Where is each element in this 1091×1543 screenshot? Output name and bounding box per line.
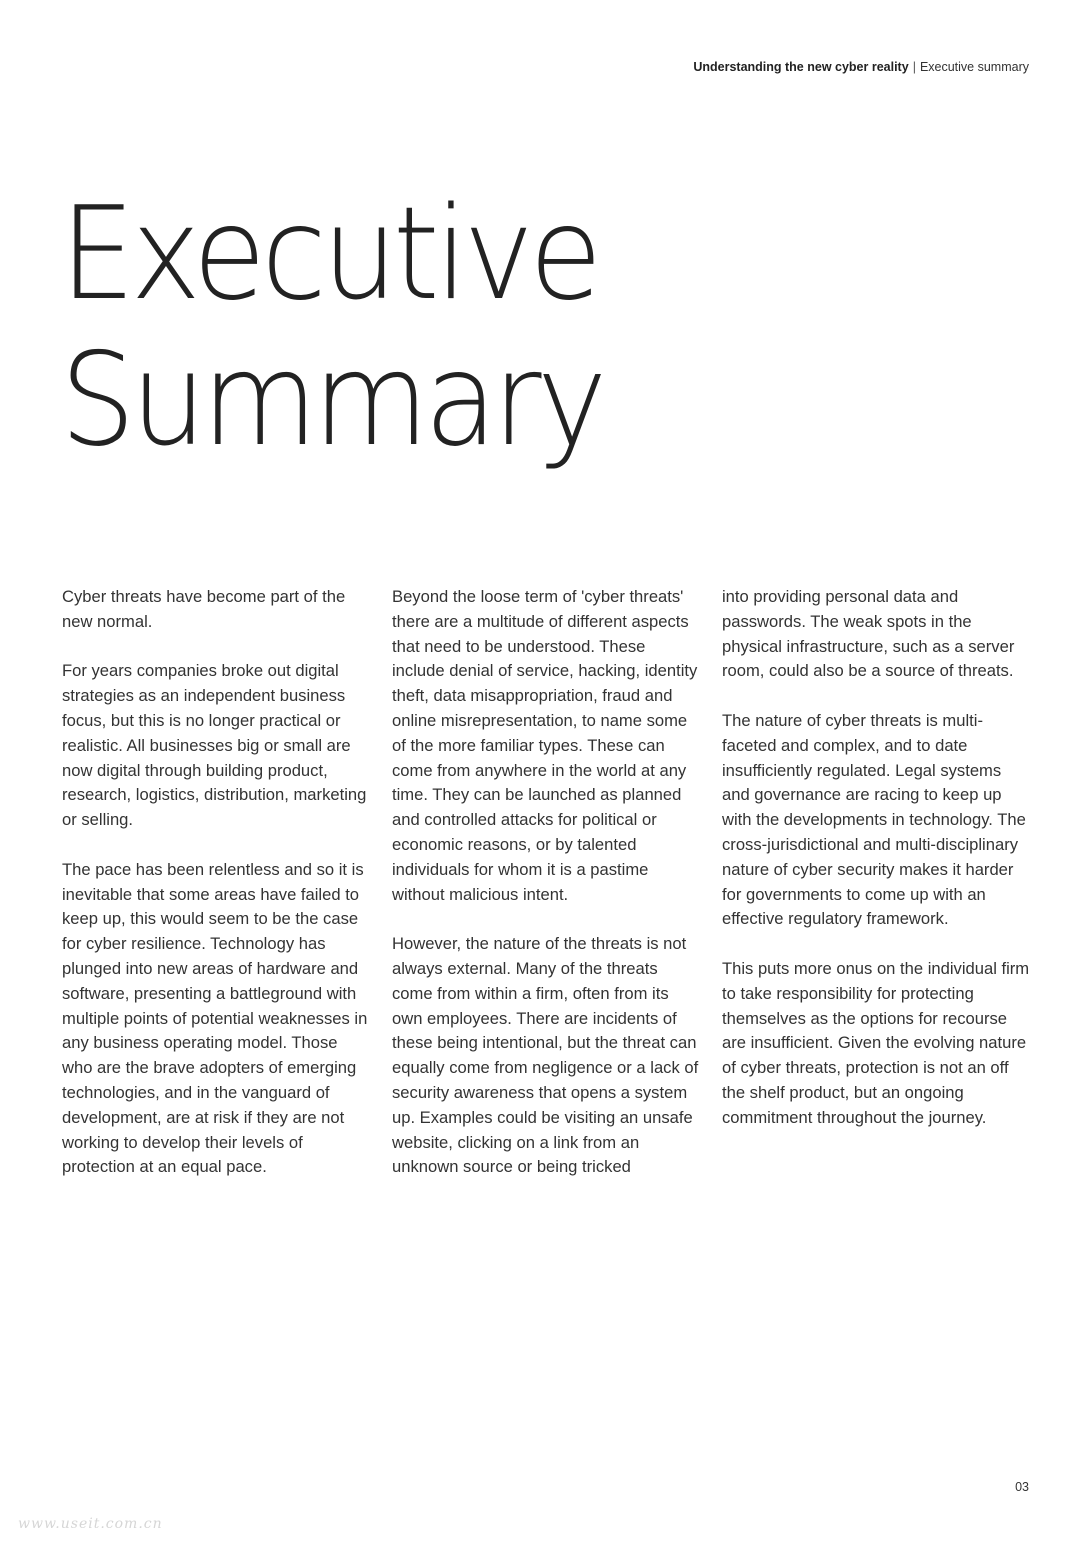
paragraph: However, the nature of the threats is not always external. Many of the threats come from within a firm, often from its own employees. There are incidents of these being intentional, but the threat can equally come from negligence or a lack of security awareness that opens a system up. Examples could be visiting an unsafe website, clicking on a link from an unknown source or being tricked bbox=[392, 934, 699, 1177]
header-section-name: Understanding the new cyber reality bbox=[693, 60, 909, 74]
paragraph: The nature of cyber threats is multi-faceted and complex, and to date insufficiently regulated. Legal systems and governance are racing to keep up with the developments in technology. The cross-jurisdictional and multi-disciplinary nature of cyber security makes it harder for governments to come up with an effective regulatory framework. bbox=[722, 710, 1026, 929]
paragraph: Beyond the loose term of 'cyber threats' there are a multitude of different aspects that need to be understood. These include denial of service, hacking, identity theft, data misappropriation, fraud and online misrepresentation, to name some of the more familiar types. These can come from anywhere in the world at any time. They can be launched as planned and controlled attacks for political or economic reasons, or by talented individuals for whom it is a pastime without malicious intent. bbox=[392, 587, 698, 904]
column-2 bbox=[392, 585, 702, 1205]
header-page-label: Executive summary bbox=[919, 60, 1029, 74]
page-title bbox=[60, 182, 603, 474]
column-1 bbox=[62, 585, 372, 1205]
paragraph: This puts more onus on the individual firm to take responsibility for protecting themselves as the options for recourse are insufficient. Given the evolving nature of cyber threats, protection is not an off the shelf product, but an ongoing commitment throughout the journey. bbox=[722, 958, 1030, 1127]
body-columns bbox=[62, 585, 1032, 1205]
paragraph: into providing personal data and passwords. The weak spots in the physical infrastructure, such as a server room, could also be a source of threats. bbox=[722, 587, 1015, 681]
column-3 bbox=[722, 585, 1032, 1205]
running-header bbox=[693, 60, 1029, 74]
page-title-line-1: Executive bbox=[60, 180, 598, 329]
page-number: 03 bbox=[1015, 1480, 1029, 1494]
watermark: www.useit.com.cn bbox=[18, 1516, 163, 1532]
paragraph: Cyber threats have become part of the new normal. bbox=[62, 587, 346, 631]
paragraph: For years companies broke out digital strategies as an independent business focus, but this is no longer practical or realistic. All businesses big or small are now digital through building product, research, logistics, distribution, marketing or selling. bbox=[62, 661, 367, 830]
paragraph: The pace has been relentless and so it is inevitable that some areas have failed to keep up, this would seem to be the case for cyber resilience. Technology has plunged into new areas of hardware and software, presenting a battleground with multiple points of potential weaknesses in any business operating model. Those who are the brave adopters of emerging technologies, and in the vanguard of development, are at risk if they are not working to develop their levels of protection at an equal pace. bbox=[62, 859, 368, 1177]
page-title-line-2: Summary bbox=[60, 326, 603, 475]
header-separator: | bbox=[912, 60, 916, 74]
